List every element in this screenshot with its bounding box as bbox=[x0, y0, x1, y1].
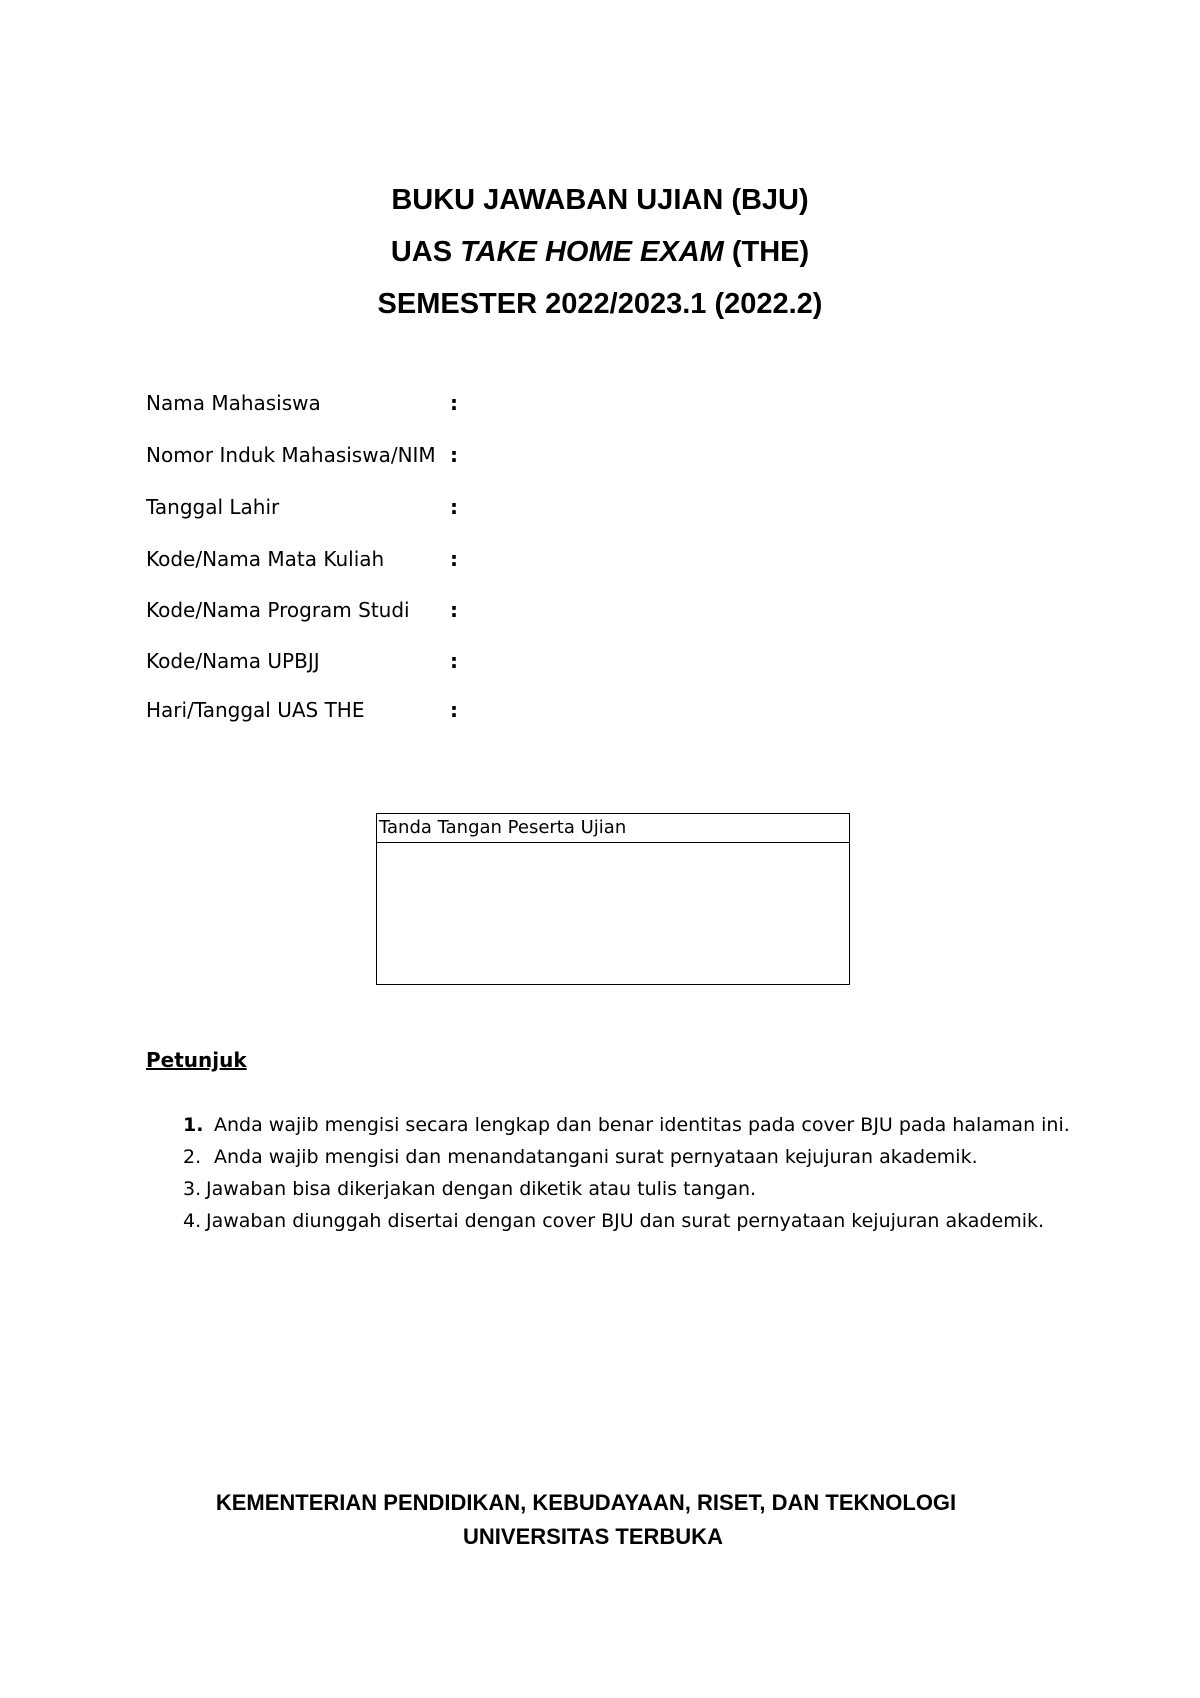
identity-label: Tanggal Lahir bbox=[146, 495, 280, 519]
identity-label: Hari/Tanggal UAS THE bbox=[146, 698, 365, 722]
document-title bbox=[0, 182, 1200, 218]
ministry-name: KEMENTERIAN PENDIDIKAN, KEBUDAYAAN, RISET, DAN TEKNOLOGI bbox=[215, 1490, 957, 1515]
instruction-number: 4. bbox=[183, 1210, 202, 1232]
instruction-text: Anda wajib mengisi secara lengkap dan benar identitas pada cover BJU pada halaman ini. bbox=[214, 1114, 1070, 1136]
university-name: UNIVERSITAS TERBUKA bbox=[463, 1524, 723, 1549]
instruction-number: 2. bbox=[183, 1146, 202, 1168]
instruction-number: 1. bbox=[183, 1114, 204, 1136]
instructions-heading: Petunjuk bbox=[146, 1048, 247, 1072]
title-line-1: BUKU JAWABAN UJIAN (BJU) bbox=[391, 184, 809, 216]
subtitle-italic: TAKE HOME EXAM bbox=[460, 236, 724, 268]
identity-label: Nama Mahasiswa bbox=[146, 391, 321, 415]
identity-colon: : bbox=[450, 598, 458, 622]
instruction-number: 3. bbox=[183, 1178, 202, 1200]
semester-title bbox=[0, 286, 1200, 322]
identity-label: Kode/Nama Program Studi bbox=[146, 598, 410, 622]
document-subtitle bbox=[0, 234, 1200, 270]
identity-colon: : bbox=[450, 698, 458, 722]
identity-colon: : bbox=[450, 391, 458, 415]
subtitle-prefix: UAS bbox=[390, 236, 461, 268]
signature-label: Tanda Tangan Peserta Ujian bbox=[377, 814, 849, 843]
signature-area[interactable] bbox=[377, 843, 849, 983]
instruction-text: Jawaban bisa dikerjakan dengan diketik atau tulis tangan. bbox=[206, 1178, 757, 1200]
identity-label: Kode/Nama Mata Kuliah bbox=[146, 547, 385, 571]
identity-label: Kode/Nama UPBJJ bbox=[146, 649, 320, 673]
identity-colon: : bbox=[450, 649, 458, 673]
identity-colon: : bbox=[450, 547, 458, 571]
instruction-text: Jawaban diunggah disertai dengan cover BJU dan surat pernyataan kejujuran akademik. bbox=[206, 1210, 1045, 1232]
instruction-text: Anda wajib mengisi dan menandatangani surat pernyataan kejujuran akademik. bbox=[214, 1146, 978, 1168]
identity-colon: : bbox=[450, 495, 458, 519]
semester-line: SEMESTER 2022/2023.1 (2022.2) bbox=[377, 288, 823, 320]
subtitle-suffix: (THE) bbox=[723, 236, 810, 268]
identity-colon: : bbox=[450, 443, 458, 467]
identity-label: Nomor Induk Mahasiswa/NIM bbox=[146, 443, 436, 467]
signature-box bbox=[376, 813, 850, 985]
